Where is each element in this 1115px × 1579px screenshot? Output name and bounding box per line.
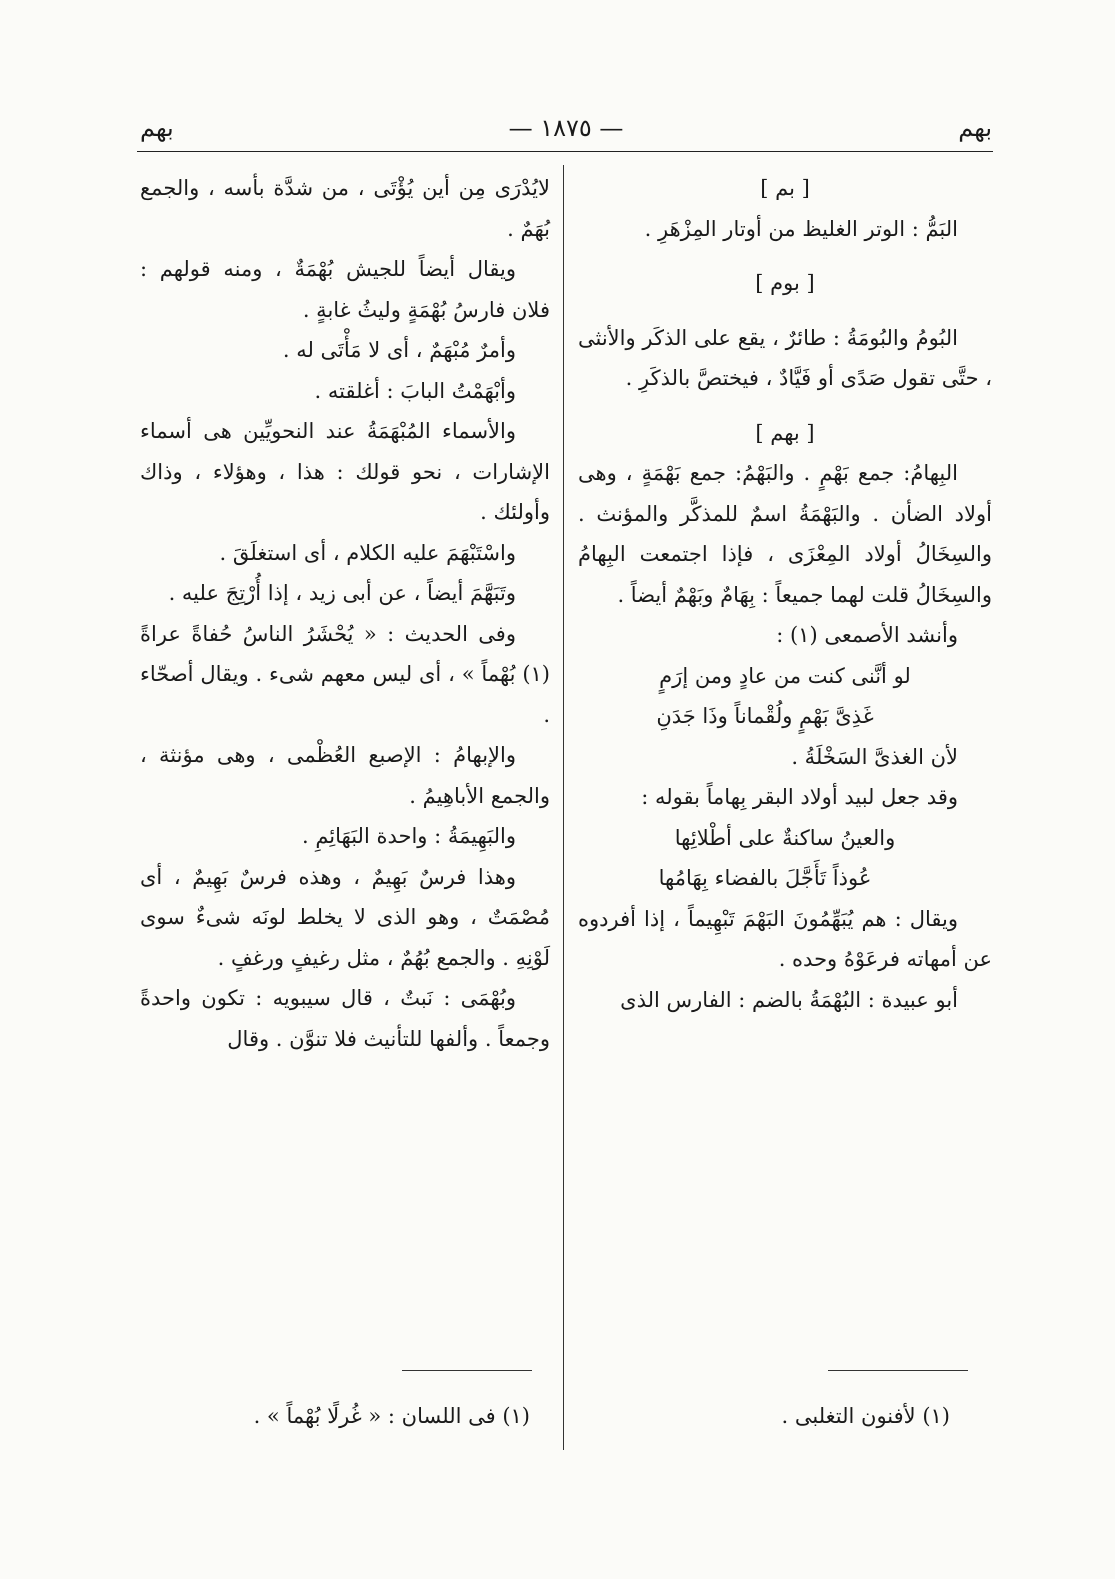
footnote-right: (١) لأفنون التغلبى .: [781, 1404, 950, 1428]
header-root-left: بهم: [140, 114, 174, 142]
paragraph: والبَهِيمَةُ : واحدة البَهَائِمِ .: [301, 824, 516, 848]
paragraph: لأن الغذىَّ السَخْلَةُ .: [791, 744, 958, 769]
paragraph: وأبْهَمْتُ البابَ : أغلقته .: [314, 378, 516, 403]
verse-line: والعينُ ساكنةٌ على أطْلائِها: [674, 825, 896, 850]
paragraph: وقد جعل لبيد أولاد البقر بِهاماً بقوله :: [641, 785, 958, 809]
footnote-left: (١) فى اللسان : « غُرلًا بُهْماً » .: [253, 1404, 530, 1428]
entry-heading: [ بوم ]: [755, 271, 815, 295]
paragraph: البُومُ والبُومَةُ : طائرٌ ، يقع على الذكَر والأنثى ، حتَّى تقول صَدًى أو فَيَّادٌ ، فيختصَّ بالذكَرِ .: [578, 325, 992, 390]
paragraph: وفى الحديث : « يُحْشَرُ الناسُ حُفاةً عراةً (١) بُهْماً » ، أى ليس معهم شىء . ويقال أصحّاء .: [140, 621, 550, 727]
paragraph: ويقال : هم يُبَهِّمُونَ البَهْمَ تَبْهِيماً ، إذا أفردوه عن أمهاته فرعَوْهُ وحده .: [578, 906, 992, 971]
spacer: [578, 399, 992, 413]
paragraph: لايُدْرَى مِن أين يُؤْتَى ، من شدَّة بأسه ، والجمع بُهَمٌ .: [140, 176, 550, 241]
paragraph: والأسماء المُبْهَمَةُ عند النحويِّين هى أسماء الإشارات ، نحو قولك : هذا ، وهؤلاء ، وذاك وأولئك .: [140, 419, 550, 524]
paragraph: واسْتَبْهَمَ عليه الكلام ، أى استغلَقَ .: [219, 540, 516, 565]
verse-line: غَذِىَّ بَهْمٍ ولُقْماناً وذَا جَدَنِ: [656, 704, 874, 728]
paragraph: وتَبَهَّمَ أيضاً ، عن أبى زيد ، إذا أُرْتِجَ عليه .: [168, 581, 516, 605]
paragraph: وأنشد الأصمعى (١) :: [776, 623, 958, 647]
footnote-rule-left: [402, 1370, 532, 1371]
page-number: — ١٨٧٥ —: [508, 114, 624, 142]
paragraph: البَمُّ : الوتر الغليظ من أوتار المِزْهَرِ .: [644, 216, 958, 241]
spacer: [578, 304, 992, 318]
verse-line: عُوذاً تَأَجَّلَ بالفضاء بِهَامُها: [658, 866, 872, 890]
verse-line: لو أنَّنى كنت من عادٍ ومن إرَمٍ: [659, 663, 911, 688]
paragraph: البِهامُ: جمع بَهْمٍ . والبَهْمُ: جمع بَهْمَةٍ ، وهى أولاد الضأن . والبَهْمَةُ اسمٌ للمذكَّر والمؤنث . والسِخَالُ أولاد المِعْزَى ، فإذا اجتمعت البِهامُ والسِخَالُ قلت لهما جميعاً : بِهَامٌ وبَهْمٌ أيضاً .: [578, 461, 992, 607]
paragraph: وهذا فرسٌ بَهِيمٌ ، وهذه فرسٌ بَهِيمٌ ، أى مُصْمَتٌ ، وهو الذى لا يخلط لونَه شىءٌ سوى لَوْنِهِ . والجمع بُهُمٌ ، مثل رغيفٍ ورغفٍ .: [140, 864, 550, 970]
column-divider: [563, 165, 564, 1450]
header-rule: [137, 151, 993, 152]
paragraph: وأمرٌ مُبْهَمٌ ، أى لا مَأْتَى له .: [282, 338, 516, 362]
paragraph: أبو عبيدة : البُهْمَةُ بالضم : الفارس الذى: [620, 987, 958, 1012]
entry-heading: [ بم ]: [760, 176, 810, 200]
page-header: [140, 112, 992, 146]
entry-heading: [ بهم ]: [755, 420, 815, 445]
right-column: [578, 168, 992, 1020]
footnote-rule-right: [828, 1370, 968, 1371]
header-root-right: بهم: [958, 114, 992, 142]
paragraph: والإبهامُ : الإصبع العُظْمى ، وهى مؤنثة ، والجمع الأباهِيمُ .: [140, 743, 550, 808]
paragraph: ويقال أيضاً للجيش بُهْمَةٌ ، ومنه قولهم : فلان فارسُ بُهْمَةٍ وليثُ غابةٍ .: [140, 257, 550, 322]
left-column: [140, 168, 550, 1059]
spacer: [578, 249, 992, 263]
paragraph: وبُهْمَى : نَبتٌ ، قال سيبويه : تكون واحدةً وجمعاً . وألفها للتأنيث فلا تنوَّن . وقال: [140, 986, 550, 1051]
